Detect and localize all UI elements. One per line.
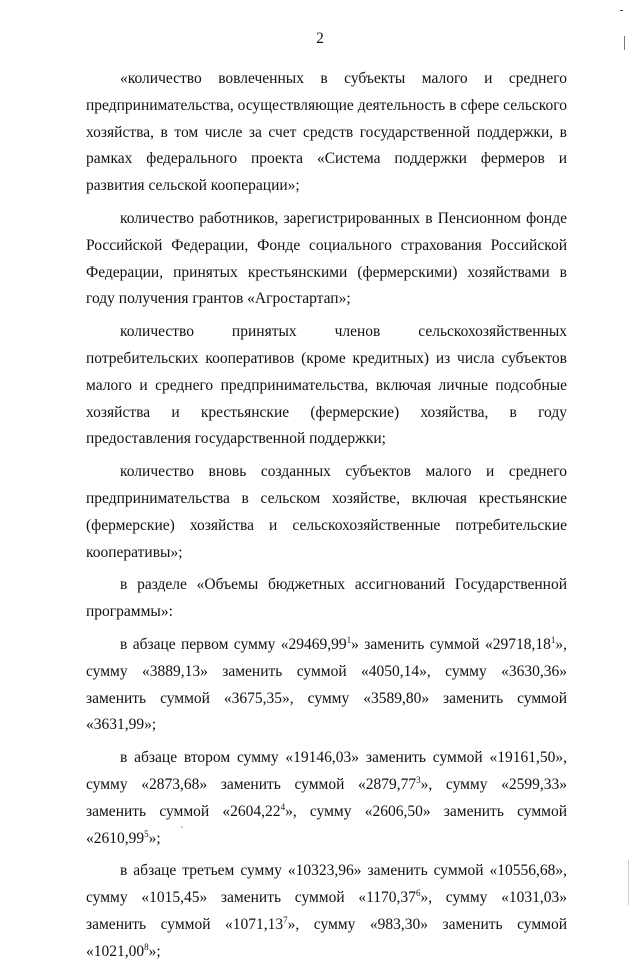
paragraph-text: »; — [148, 942, 161, 960]
footnote-reference: 8 — [144, 941, 149, 952]
paragraph — [86, 319, 567, 453]
paragraph-text: », сумму «1031,03» заменить суммой «1071,13 — [86, 889, 567, 933]
paragraph-text: количество вновь созданных субъектов малого и среднего предпринимательства в сельском хозяйстве, включая крестьянские (фермерские) хозяйства и сельскохозяйственные потребительские кооперативы»; — [86, 463, 567, 561]
document-body — [86, 66, 567, 972]
paragraph-text: »; — [148, 829, 161, 847]
paragraph — [86, 459, 567, 566]
paragraph-text: », сумму «2599,33» заменить суммой «2604,22 — [86, 775, 567, 820]
paragraph — [86, 745, 567, 852]
paragraph-text: », сумму «3889,13» заменить суммой «4050,14», сумму «3630,36» заменить суммой «3675,35», сумму «3589,80» заменить суммой «3631,99»; — [86, 635, 567, 734]
scan-artifact — [181, 826, 183, 828]
footnote-reference: 5 — [144, 828, 149, 839]
scan-artifact — [624, 36, 625, 50]
paragraph-text: количество принятых членов сельскохозяйственных потребительских кооперативов (кроме кредитных) из числа субъектов малого и среднего предпринимательства, включая личные подсобные хозяйства и крестьянские (фермерские) хозяйства, в году предоставления государственной поддержки; — [86, 323, 567, 448]
footnote-reference: 4 — [280, 801, 286, 812]
footnote-reference: 3 — [416, 774, 421, 785]
footnote-reference: 6 — [415, 888, 421, 899]
paragraph-text: «количество вовлеченных в субъекты малого и среднего предпринимательства, осуществляющие деятельность в сфере сельского хозяйства, в том числе за счет средств государственной поддержки, в рамках федерального проекта «Система поддержки фермеров и развития сельской кооперации»; — [86, 70, 567, 195]
paragraph — [86, 66, 567, 200]
footnote-reference: 1 — [346, 634, 352, 645]
paragraph — [86, 632, 567, 739]
paragraph-text: в абзаце втором сумму «19146,03» заменить суммой «19161,50», сумму «2873,68» заменить суммой «2879,77 — [86, 749, 567, 793]
paragraph-text: », сумму «2606,50» заменить суммой «2610,99 — [86, 802, 567, 847]
page-number: 2 — [316, 30, 324, 47]
paragraph — [86, 572, 567, 626]
paragraph-text: количество работников, зарегистрированных в Пенсионном фонде Российской Федерации, Фонде социального страхования Российской Федерации, принятых крестьянскими (фермерскими) хозяйствами в году получения грантов «Агростартап»; — [86, 209, 567, 308]
paragraph-text: в абзаце первом сумму «29469,99 — [120, 635, 347, 653]
paragraph-text: » заменить суммой «29718,18 — [351, 635, 551, 653]
scan-artifact — [620, 10, 623, 11]
paragraph — [86, 858, 567, 965]
footnote-reference: 7 — [283, 914, 288, 925]
paragraph-text: в разделе «Объемы бюджетных ассигнований Государственной программы»: — [86, 576, 567, 621]
paragraph — [86, 206, 567, 313]
paragraph-text: в абзаце третьем сумму «10323,96» заменить суммой «10556,68», сумму «1015,45» заменить суммой «1170,37 — [86, 862, 567, 907]
paragraph-text: », сумму «983,30» заменить суммой «1021,00 — [86, 915, 567, 960]
footnote-reference: 1 — [550, 634, 556, 645]
scan-artifact — [628, 860, 629, 905]
